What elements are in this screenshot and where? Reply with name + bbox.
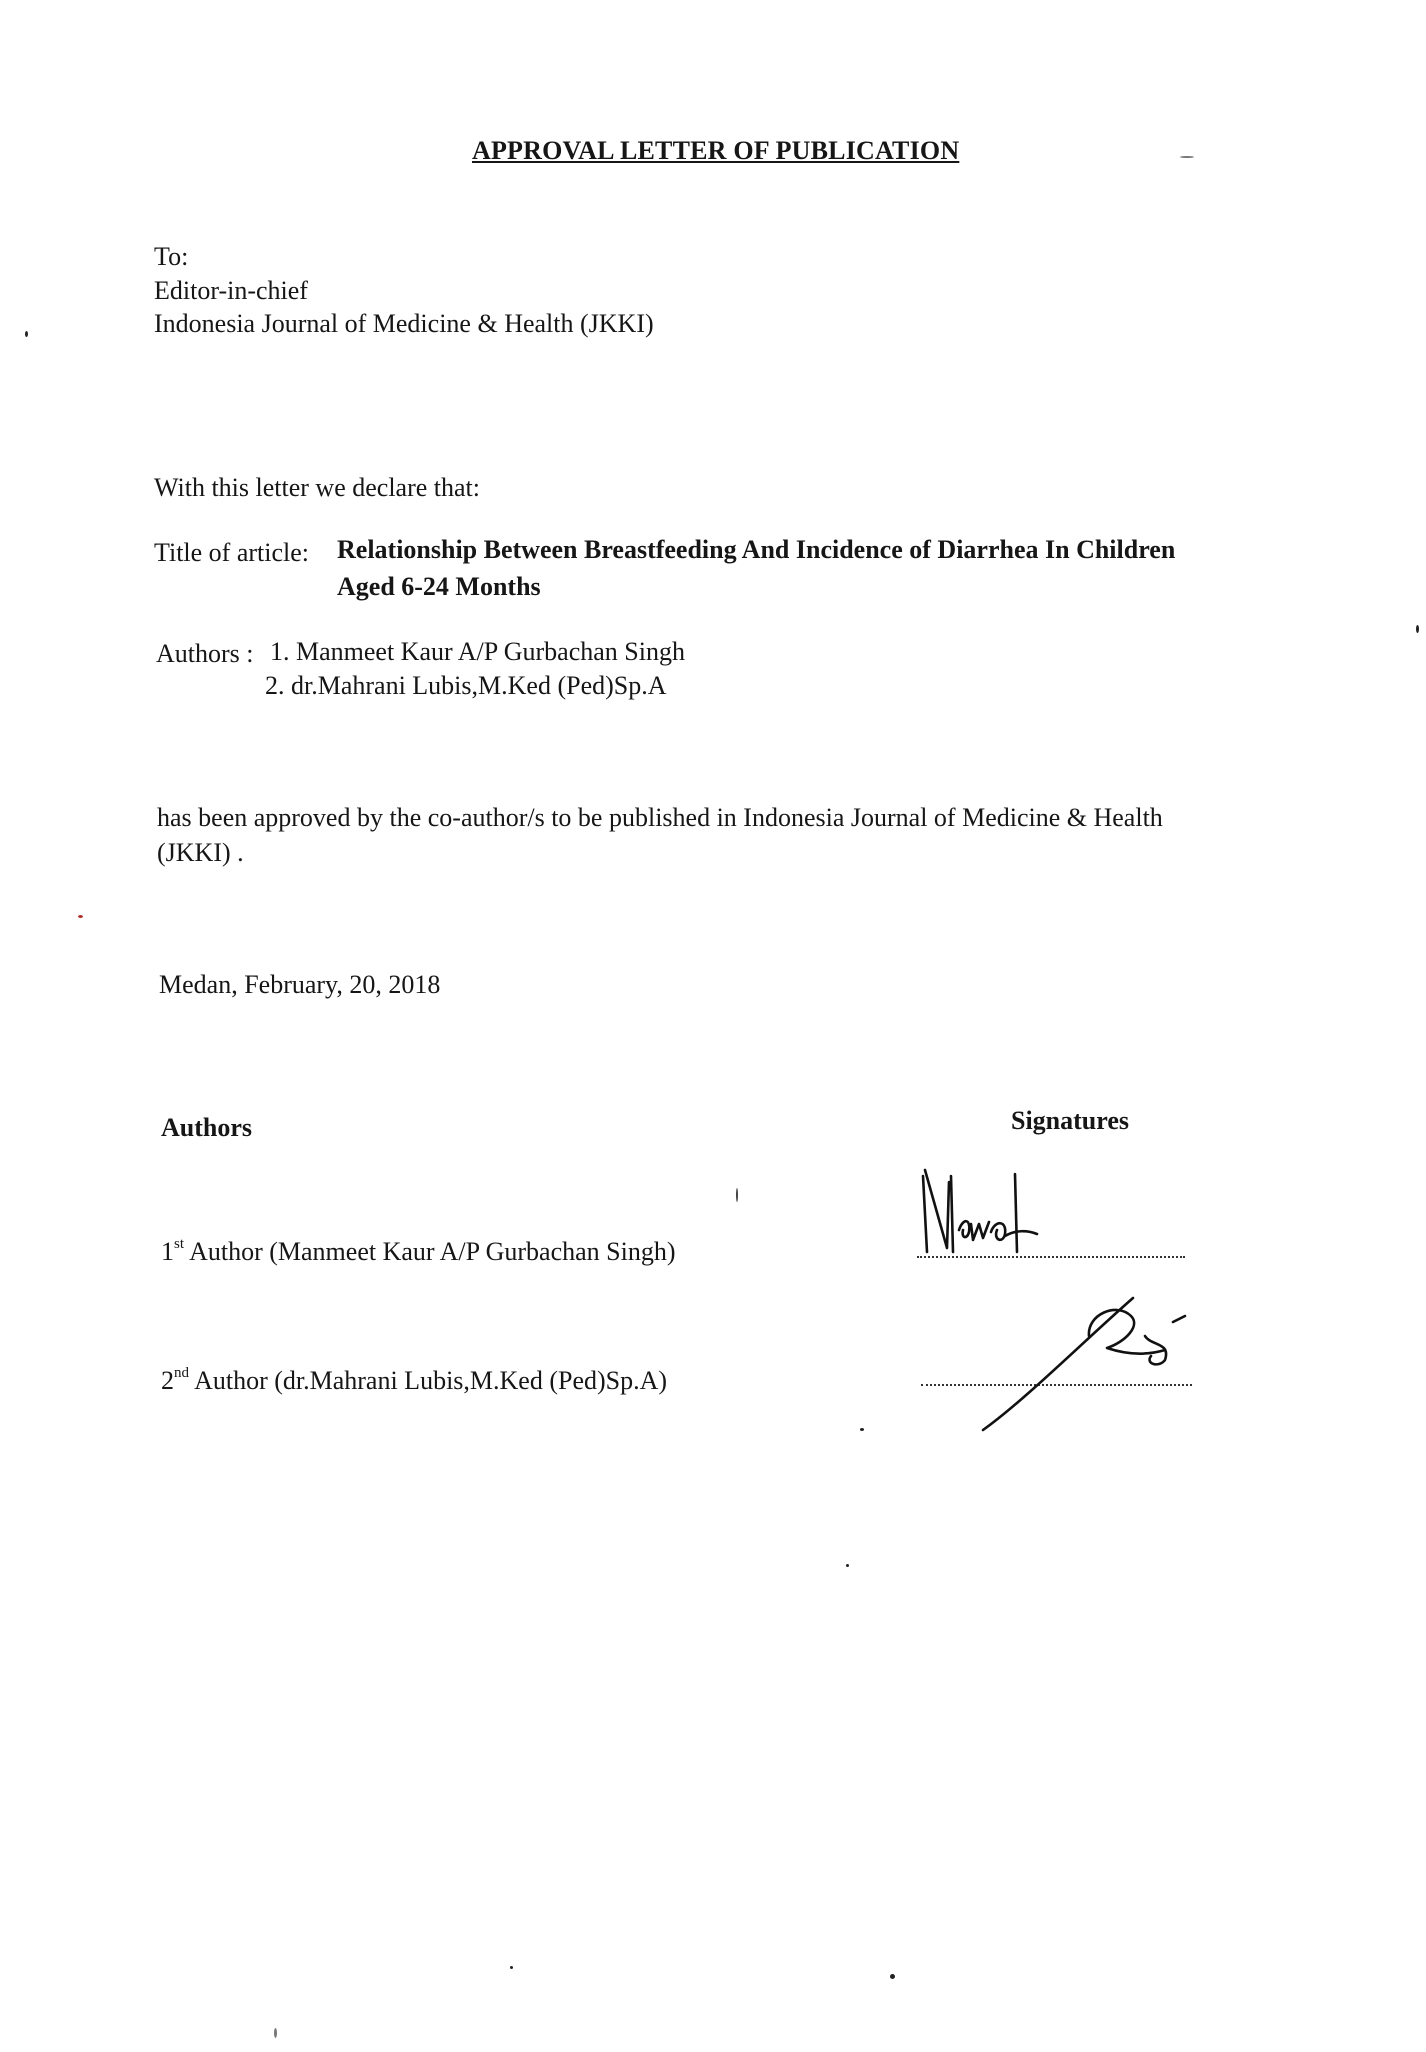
second-author-row — [161, 1366, 667, 1396]
article-title-line2: Aged 6-24 Months — [337, 572, 541, 601]
scan-speck — [1416, 625, 1419, 633]
approval-line1: has been approved by the co-author/s to be published in Indonesia Journal of Medicine & Health — [157, 803, 1163, 832]
author-2: 2. dr.Mahrani Lubis,M.Ked (Ped)Sp.A — [265, 671, 667, 700]
recipient-to: To: — [154, 242, 189, 271]
second-author-ordinal: 2 — [161, 1366, 174, 1395]
letter-heading: APPROVAL LETTER OF PUBLICATION — [472, 136, 960, 165]
second-author-text: Author (dr.Mahrani Lubis,M.Ked (Ped)Sp.A) — [189, 1366, 668, 1395]
second-author-signature — [975, 1290, 1195, 1450]
recipient-journal: Indonesia Journal of Medicine & Health (JKKI) — [154, 309, 654, 338]
article-title-line1: Relationship Between Breastfeeding And Incidence of Diarrhea In Children — [337, 535, 1176, 564]
scan-speck — [846, 1564, 849, 1567]
declaration-text: With this letter we declare that: — [154, 473, 480, 502]
first-author-signature — [915, 1160, 1055, 1270]
first-author-ordinal: 1 — [161, 1237, 174, 1266]
recipient-role: Editor-in-chief — [154, 276, 308, 305]
first-author-text: Author (Manmeet Kaur A/P Gurbachan Singh) — [184, 1237, 676, 1266]
scan-speck — [890, 1974, 895, 1979]
scan-speck — [510, 1966, 513, 1969]
scan-speck — [25, 331, 28, 337]
first-author-row — [161, 1237, 676, 1267]
scan-speck — [1180, 156, 1194, 158]
signatures-column-header: Signatures — [1011, 1106, 1129, 1135]
authors-column-header: Authors — [161, 1113, 253, 1142]
scan-speck — [274, 2028, 277, 2038]
approval-line2: (JKKI) . — [157, 838, 244, 867]
scan-speck — [78, 915, 83, 918]
second-author-suffix: nd — [174, 1365, 189, 1382]
author-1: 1. Manmeet Kaur A/P Gurbachan Singh — [270, 637, 685, 666]
authors-label: Authors : — [156, 639, 254, 668]
scan-speck — [860, 1428, 864, 1431]
article-title-label: Title of article: — [154, 538, 310, 567]
scan-speck — [736, 1188, 738, 1202]
first-author-suffix: st — [174, 1236, 185, 1253]
place-date: Medan, February, 20, 2018 — [159, 970, 441, 999]
